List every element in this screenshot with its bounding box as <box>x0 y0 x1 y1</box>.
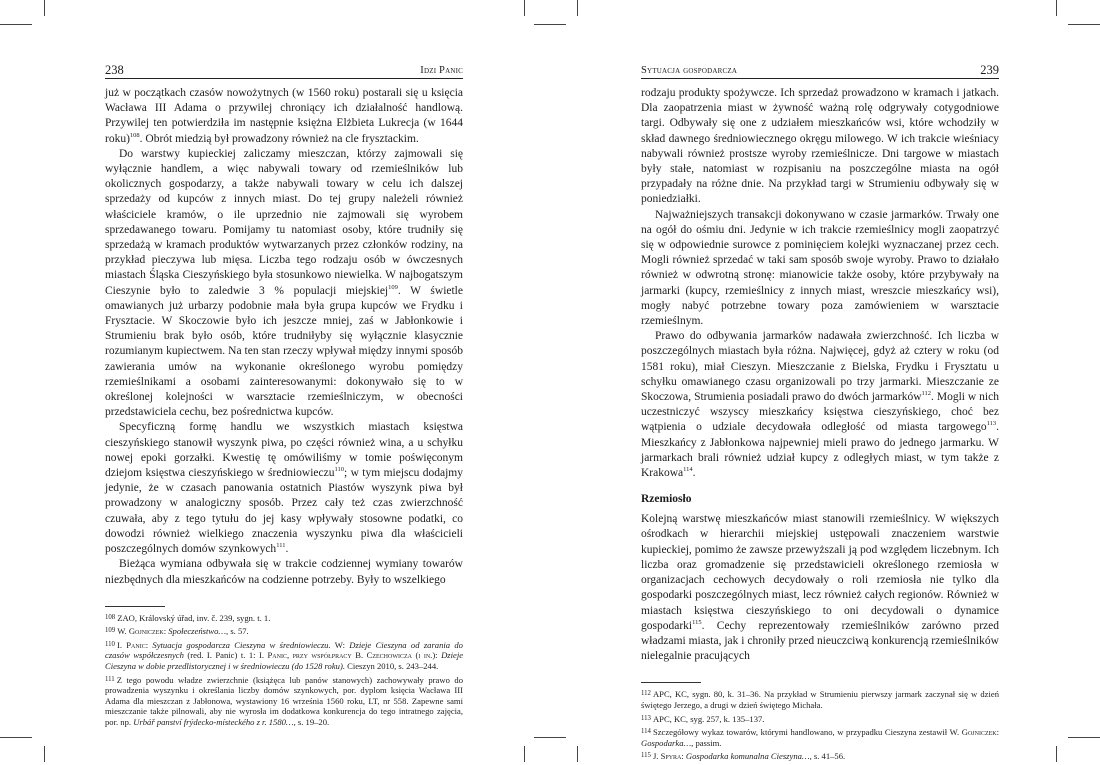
right-page-header <box>641 60 999 79</box>
page-number: 239 <box>980 63 999 77</box>
footnote-ref[interactable]: 113 <box>986 420 997 428</box>
footnote: $^{110}$ I. Panic: Sytuacja gospodarcza Cieszyna w średniowieczu. W: Dzieje Cieszyna od zarania do czasów współczesnych (red. I. Panic) t. 1: I. Panic, przy współpracy B. Czechowicza (i in.): Dzieje Cieszyna w dobie przedlistorycznej i w średniowieczu (do 1528 roku). Cieszyn 2010, s. 243–244. <box>105 639 464 672</box>
footnote-separator <box>105 606 165 607</box>
crop-mark <box>1068 737 1100 738</box>
crop-mark <box>0 24 32 25</box>
crop-mark <box>577 746 578 762</box>
left-page-header <box>105 60 463 79</box>
footnote-separator <box>641 682 701 683</box>
paragraph: Najważniejszych transakcji dokonywano w czasie jarmarków. Trwały one na ogół do ośmiu dni. Jedynie w ich trakcie rzemieślnicy mogli zaopatrzyć się w odpowiednie surowce z pominięciem kolejki wyznaczanej przez cech. Mogli również sprzedać w taki sam sposób swoje wyroby. Prawo to działało również w odwrotną stronę: mianowicie także osoby, które przybywały na jarmarki (kupcy, rzemieślnicy z innych miast, wreszcie mieszkańcy wsi), mogły nabyć potrzebne towary poza zamówieniem w warsztacie rzemieślnym. <box>641 208 999 328</box>
footnote: $^{112}$ APC, KC, sygn. 80, k. 31–36. Na przykład w Strumieniu pierwszy jarmark zaczynał się w dzień świętego Jerzego, a drugi w dzień świętego Michała. <box>641 689 999 710</box>
crop-mark <box>0 737 32 738</box>
crop-mark <box>1056 746 1057 762</box>
page-number: 238 <box>105 63 124 77</box>
footnote-ref[interactable]: 115 <box>692 618 702 626</box>
footnote-ref[interactable]: 114 <box>683 466 693 474</box>
footnote-ref[interactable]: 109 <box>388 283 398 291</box>
left-page-body <box>105 86 463 728</box>
paragraph: Kolejną warstwę mieszkańców miast stanowili rzemieślnicy. W większych ośrodkach w hierarchii miejskiej ustępowali znaczeniem warstwie kupieckiej, pomimo że zawsze przewyższali ją pod względem liczebnym. Ich liczba oraz gromadzenie się przedstawicieli określonego rzemiosła w organizacjach cechowych decydowały o roli rzemiosła nie tylko dla gospodarki poszczególnych miast, lecz również całych regionów. Również w miastach księstwa cieszyńskiego to oni decydowali o dynamice gospodarki$^{115}$. Cechy reprezentowały rzemieślników zarówno przed władzami miasta, jak i chroniły przed nieuczciwą konkurencją rzemieślników nielegalnie pracujących <box>641 513 999 663</box>
footnote-ref[interactable]: 111 <box>276 542 286 550</box>
left-page <box>105 60 463 731</box>
crop-mark <box>524 746 525 762</box>
footnote: $^{109}$ W. Gojniczek: Społeczeństwo…, s. 57. <box>105 626 249 637</box>
paragraph: Bieżąca wymiana odbywała się w trakcie codziennej wymiany towarów niezbędnych dla mieszkańców na codzienne potrzeby. Były to wszelkiego <box>105 558 463 586</box>
crop-mark <box>1068 24 1100 25</box>
footnote: $^{114}$ Szczegółowy wykaz towarów, którymi handlowano, w przypadku Cieszyna zestawił W. Gojniczek: Gospodarka…, passim. <box>641 727 999 748</box>
paragraph: już w początkach czasów nowożytnych (w 1560 roku) postarali się u księcia Wacława III Adama o przywilej chroniący ich działalność handlową. Przywilej ten potwierdziła im następnie księżna Elżbieta Lukrecja (w 1644 roku)$^{108}$. Obrót miedzią był prowadzony również na cle frysztackim. <box>105 87 463 145</box>
paragraph: rodzaju produkty spożywcze. Ich sprzedaż prowadzono w kramach i jatkach. Dla zaopatrzenia miast w żywność ważną rolę odgrywały cotygodniowe targi. Odbywały się one z udziałem mieszkańców wsi, które wchodziły w skład dawnego średniowiecznego okręgu milowego. W ich trakcie wieśniacy nabywali również prostsze wyroby rzemieślnicze. Dni targowe w miastach były stałe, natomiast w rozpisaniu na poszczególne miasta na ogół przypadały na różne dnie. Na przykład targi w Strumieniu odbywały się w poniedziałki. <box>641 87 999 206</box>
running-head: Sytuacja gospodarcza <box>641 65 738 76</box>
crop-mark <box>534 737 566 738</box>
crop-mark <box>534 24 566 25</box>
footnote-ref[interactable]: 108 <box>129 131 140 139</box>
footnote: $^{113}$ APC, KC, syg. 257, k. 135–137. <box>641 713 765 724</box>
footnote-ref[interactable]: 112 <box>921 390 932 398</box>
section-heading: Rzemiosło <box>641 493 692 506</box>
running-head: Idzi Panic <box>420 65 463 76</box>
footnote: $^{108}$ ZAO, Královský úřad, inv. č. 239, sygn. t. 1. <box>105 612 271 623</box>
paragraph: Specyficzną formę handlu we wszystkich miastach księstwa cieszyńskiego stanowił wyszynk piwa, po części również wina, a u schyłku nowej epoki gorzałki. Kwestię tę omówiliśmy w tomie poświęconym dziejom księstwa cieszyńskiego w średniowieczu$^{110}$; w tym miejscu dodajmy jedynie, że w czasach panowania ostatnich Piastów wyszynk piwa był prowadzony w analogiczny sposób. Przez cały też czas zwierzchność czuwała, aby z tego tytułu do jej kasy wpływały stosowne podatki, co dowodzi również wielkiego znaczenia wyszynku piwa dla właścicieli poszczególnych domów szynkowych$^{111}$. <box>105 421 463 556</box>
crop-mark <box>44 746 45 762</box>
right-page-body <box>641 86 999 762</box>
footnote: $^{111}$ Z tego powodu władze zwierzchnie (książęca lub panów stanowych) zachowywały prawo do prowadzenia wyszynku i określania liczby domów szynkowych, por. dyplom księcia Wacława III Adama dla mieszczan z Jabłonowa, wystawiony 16 września 1560 roku, LT, nr 558. Zapewne sami mieszczanie także pilnowali, aby nie wyrosła im dodatkowa konkurencja do tego intratnego zajęcia, por. np. Urbář panství frýdecko-místeckého z r. 1580…, s. 19–20. <box>105 674 463 728</box>
footnote-ref[interactable]: 110 <box>334 466 344 474</box>
paragraph: Do warstwy kupieckiej zaliczamy mieszczan, którzy zajmowali się wyłącznie handlem, a więc nabywali towary od rzemieślników lub okolicznych gospodarzy, a także nabywali towary w celu ich dalszej sprzedaży od kupców z innych miast. Do tej grupy należeli również właściciele kramów, o ile uprzednio nie zajmowali się wyrobem sprzedawanego towaru. Pomijamy tu natomiast osoby, które trudniły się sprzedażą w kramach produktów wytwarzanych przez członków rodziny, na przykład pieczywa lub mięsa. Liczba tego rodzaju osób w ówczesnych miastach Śląska Cieszyńskiego była stosunkowo niewielka. W najbogatszym Cieszynie było to zaledwie 3 % populacji miejskiej$^{109}$. W świetle omawianych już urbarzy podobnie mała była grupa kupców we Frydku i Frysztacie. W Skoczowie było ich jeszcze mniej, zaś w Jabłonkowie i Strumieniu brak było osób, które trudniłyby się wyłącznie klasycznie rozumianym kupiectwem. Na ten stan rzeczy wpływał między innymi sposób zawierania umów na wykonanie określonego wyrobu pomiędzy rzemieślnikami a osobami zainteresowanymi: dokonywało się to w określonej kolejności w warsztacie rzemieślniczym, w obecności przedstawiciela cechu, bez pośrednictwa kupców. <box>105 147 463 419</box>
right-page <box>641 60 999 765</box>
crop-mark <box>577 0 578 16</box>
footnote: $^{115}$ J. Spyra: Gospodarka komunalna Cieszyna…, s. 41–56. <box>641 751 846 762</box>
crop-mark <box>44 0 45 16</box>
crop-mark <box>524 0 525 16</box>
paragraph: Prawo do odbywania jarmarków nadawała zwierzchność. Ich liczba w poszczególnych miastach była różna. Najwięcej, gdyż aż cztery w roku (od 1581 roku), miał Cieszyn. Mieszczanie z Bielska, Frydku i Frysztatu u schyłku omawianego czasu organizowali po trzy jarmarki. Mieszczanie ze Skoczowa, Strumienia posiadali prawo do dwóch jarmarków$^{112}$. Mogli w nich uczestniczyć wszyscy mieszkańcy księstwa cieszyńskiego, choć bez wątpienia o udziale decydowała odległość od miasta targowego$^{113}$. Mieszkańcy z Jabłonkowa najpewniej mieli prawo do jednego jarmarku. W jarmarkach brali również udział kupcy z odległych miast, w tym także z Krakowa$^{114}$. <box>641 330 999 480</box>
crop-mark <box>1056 0 1057 16</box>
